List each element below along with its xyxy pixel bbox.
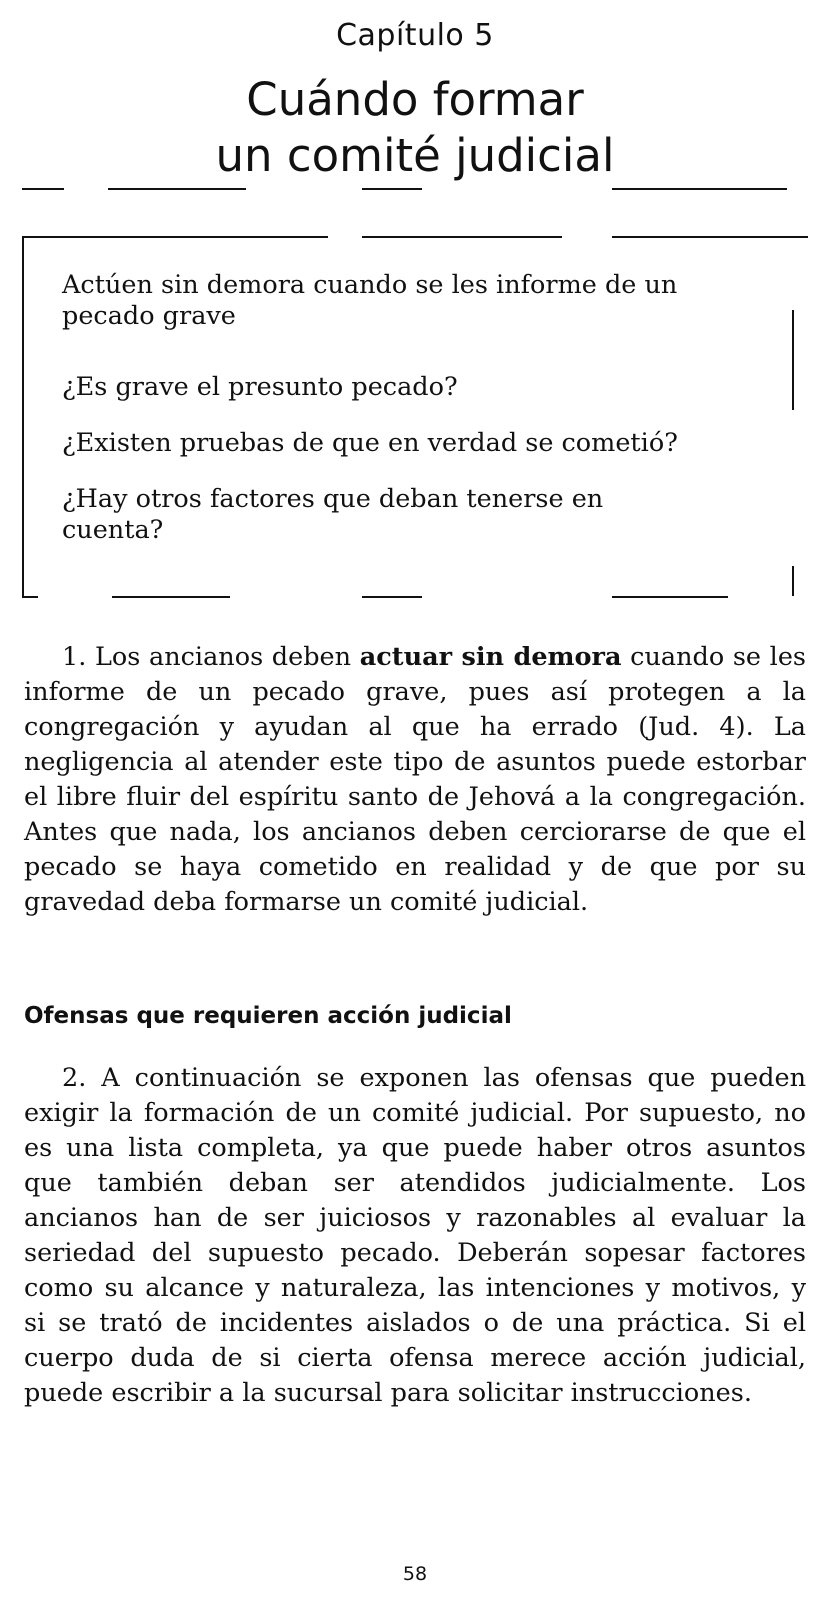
box-bottom-rule xyxy=(22,596,38,598)
box-top-rule xyxy=(362,236,562,238)
box-right-rule xyxy=(792,566,794,596)
chapter-title-line1: Cuándo formar xyxy=(246,73,584,126)
title-rule xyxy=(612,188,787,190)
box-top-rule xyxy=(22,236,328,238)
page-number: 58 xyxy=(402,1563,428,1585)
summary-item-text: ¿Hay otros factores que deban tenerse en cuenta? xyxy=(62,484,604,545)
paragraph-text: A continuación se exponen las ofensas que pueden exigir la formación de un comité judicial. Por supuesto, no es una lista completa, ya que puede haber otros asuntos que también deban ser atendidos judicialmente. Los ancianos han de ser juiciosos y razonables al evaluar la seriedad del supuesto pecado. Deberán sopesar factores como su alcance y naturaleza, las intenciones y motivos, y si se trató de incidentes aislados o de una práctica. Si el cuerpo duda de si cierta ofensa merece acción judicial, puede escribir a la sucursal para solicitar instrucciones. xyxy=(24,1063,806,1408)
chapter-title xyxy=(0,72,830,184)
title-rule xyxy=(362,188,422,190)
paragraph-text: Los ancianos deben xyxy=(95,642,352,672)
paragraph-number: 2. xyxy=(62,1063,87,1093)
summary-item xyxy=(62,372,762,403)
summary-item xyxy=(62,484,622,546)
emphasis-text: actuar sin demora xyxy=(359,642,622,672)
paragraph-2 xyxy=(24,1061,806,1411)
summary-item-text: ¿Existen pruebas de que en verdad se cometió? xyxy=(62,428,678,458)
title-rule xyxy=(108,188,246,190)
box-left-rule xyxy=(22,236,24,598)
paragraph-number: 1. xyxy=(62,642,87,672)
section-heading: Ofensas que requieren acción judicial xyxy=(24,1003,512,1029)
paragraph-text: cuando se les informe de un pecado grave, pues así protegen a la congregación y ayudan al que ha errado (Jud. 4). La negligencia al atender este tipo de asuntos puede estorbar el libre fluir del espíritu santo de Jehová a la congregación. Antes que nada, los ancianos deben cerciorarse de que el pecado se haya cometido en realidad y de que por su gravedad deba formarse un comité judicial. xyxy=(24,642,806,917)
box-bottom-rule xyxy=(112,596,230,598)
title-rule xyxy=(22,188,64,190)
summary-item-text: Actúen sin demora cuando se les informe de un pecado grave xyxy=(62,270,678,331)
summary-item-text: ¿Es grave el presunto pecado? xyxy=(62,372,458,402)
summary-item xyxy=(62,270,762,332)
box-bottom-rule xyxy=(612,596,728,598)
box-bottom-rule xyxy=(362,596,422,598)
paragraph-1 xyxy=(24,640,806,920)
box-top-rule xyxy=(612,236,808,238)
box-right-rule xyxy=(792,310,794,410)
paragraph-2-text xyxy=(24,1061,806,1411)
paragraph-1-text xyxy=(24,640,806,920)
chapter-label: Capítulo 5 xyxy=(336,18,494,53)
chapter-title-line2: un comité judicial xyxy=(215,129,615,182)
summary-item xyxy=(62,428,762,459)
